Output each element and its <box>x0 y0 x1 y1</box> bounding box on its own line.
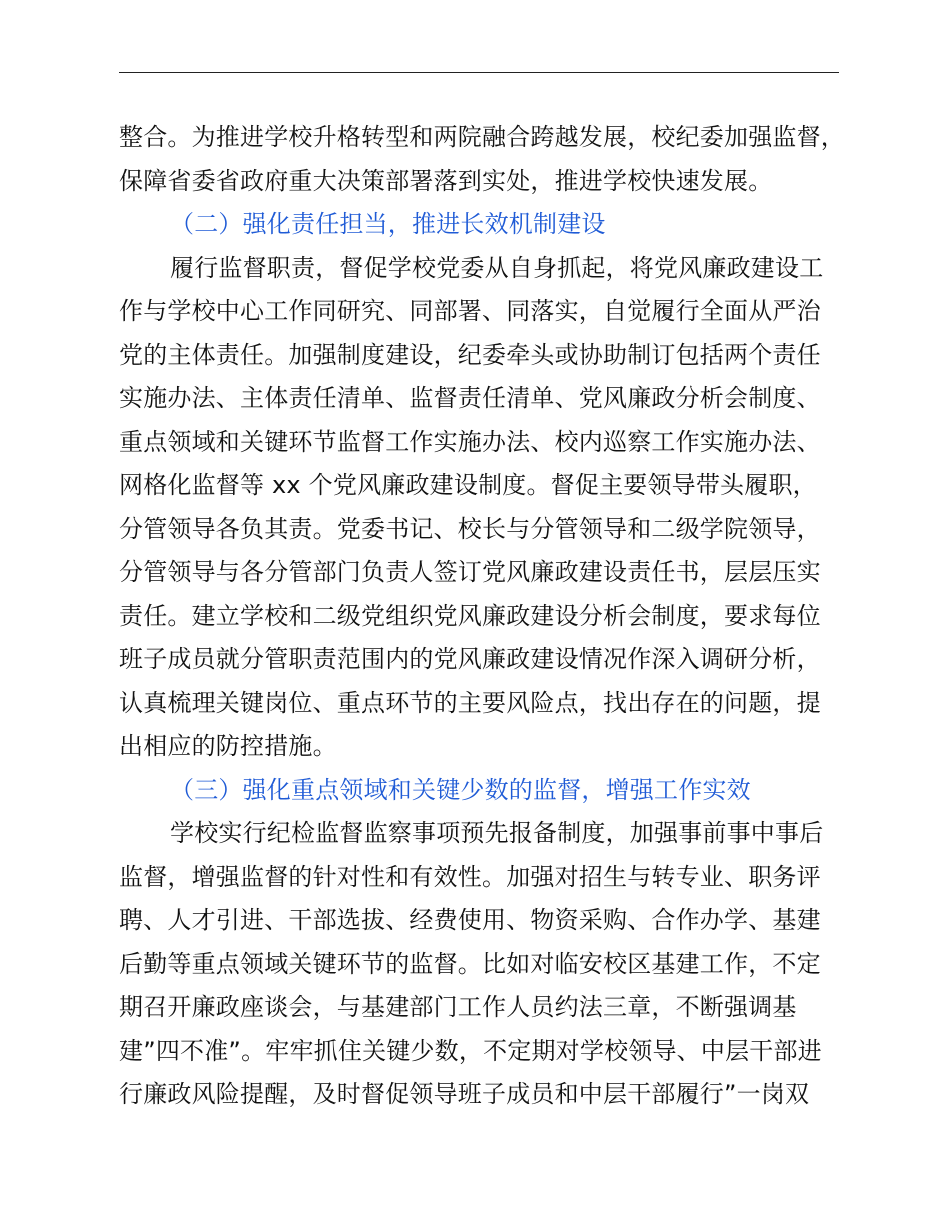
text-line: 认真梳理关键岗位、重点环节的主要风险点，找出存在的问题，提 <box>119 688 821 717</box>
text-line: 班子成员就分管职责范围内的党风廉政建设情况作深入调研分析， <box>119 645 821 673</box>
text-line: 后勤等重点领域关键环节的监督。比如对临安校区基建工作，不定 <box>119 949 821 978</box>
text-line: 行廉政风险提醒，及时督促领导班子成员和中层干部履行”一岗双 <box>119 1080 810 1108</box>
text-line: 分管领导与各分管部门负责人签订党风廉政建设责任书，层层压实 <box>119 558 821 586</box>
text-line: 网格化监督等 xx 个党风廉政建设制度。督促主要领导带头履职， <box>119 471 817 499</box>
text-line: 出相应的防控措施。 <box>119 732 337 760</box>
text-line: 作与学校中心工作同研究、同部署、同落实，自觉履行全面从严治 <box>119 297 821 325</box>
text-line: 党的主体责任。加强制度建设，纪委牵头或协助制订包括两个责任 <box>119 340 821 369</box>
text-line: 重点领域和关键环节监督工作实施办法、校内巡察工作实施办法、 <box>119 427 821 456</box>
section-heading-2: （二）强化责任担当，推进长效机制建设 <box>170 210 606 238</box>
text-line: 实施办法、主体责任清单、监督责任清单、党风廉政分析会制度、 <box>119 384 821 412</box>
text-line: 分管领导各负其责。党委书记、校长与分管领导和二级学院领导， <box>119 514 821 543</box>
text-line: 保障省委省政府重大决策部署落到实处，推进学校快速发展。 <box>119 166 773 195</box>
text-line: 期召开廉政座谈会，与基建部门工作人员约法三章，不断强调基 <box>119 993 797 1021</box>
text-line: 监督，增强监督的针对性和有效性。加强对招生与转专业、职务评 <box>119 862 821 891</box>
document-body <box>119 116 854 1117</box>
text-line: 履行监督职责，督促学校党委从自身抓起，将党风廉政建设工 <box>170 253 824 282</box>
text-line: 建”四不准”。牢牢抓住关键少数，不定期对学校领导、中层干部进 <box>119 1036 822 1065</box>
text-line: 学校实行纪检监督监察事项预先报备制度，加强事前事中事后 <box>170 819 824 847</box>
text-line: 责任。建立学校和二级党组织党风廉政建设分析会制度，要求每位 <box>119 601 821 630</box>
text-line: 整合。为推进学校升格转型和两院融合跨越发展，校纪委加强监督， <box>119 123 845 151</box>
section-heading-3: （三）强化重点领域和关键少数的监督，增强工作实效 <box>170 775 751 804</box>
header-rule <box>119 72 839 73</box>
text-line: 聘、人才引进、干部选拔、经费使用、物资采购、合作办学、基建 <box>119 906 821 934</box>
